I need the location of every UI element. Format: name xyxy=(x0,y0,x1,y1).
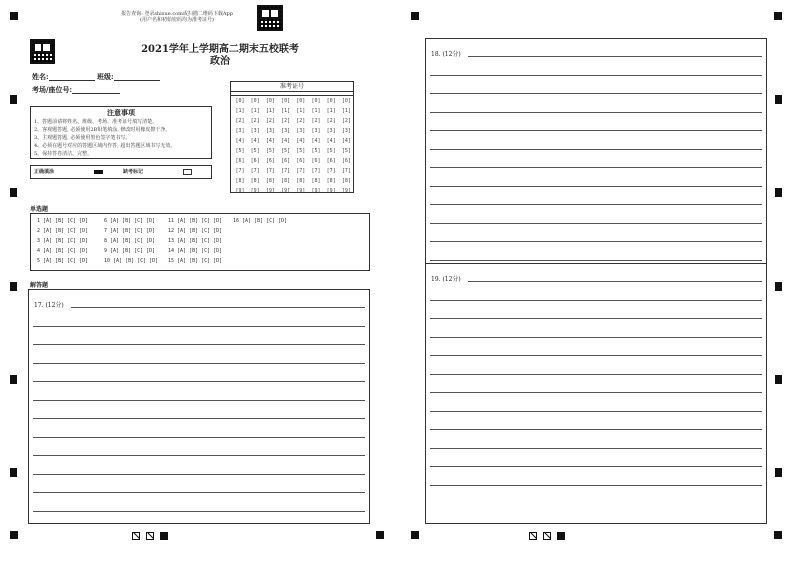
exam-id-digit-option[interactable]: [5] xyxy=(326,148,336,154)
page-code-square-filled xyxy=(160,532,168,540)
exam-id-digit-option[interactable]: [9] xyxy=(250,188,260,194)
exam-id-digit-option[interactable]: [1] xyxy=(296,108,306,114)
exam-id-digit-option[interactable]: [7] xyxy=(265,168,275,174)
notice-box xyxy=(30,106,212,159)
exam-id-digit-option[interactable]: [2] xyxy=(235,118,245,124)
writing-line[interactable] xyxy=(33,418,365,419)
writing-line[interactable] xyxy=(33,363,365,364)
exam-id-digit-option[interactable]: [2] xyxy=(311,118,321,124)
exam-id-digit-option[interactable]: [4] xyxy=(265,138,275,144)
app-qr-code xyxy=(257,5,283,31)
exam-id-digit-option[interactable]: [7] xyxy=(250,168,260,174)
writing-line[interactable] xyxy=(33,455,365,456)
q19-label: 19. (12分) xyxy=(431,276,461,283)
writing-line[interactable] xyxy=(430,392,762,393)
writing-line[interactable] xyxy=(430,130,762,131)
writing-line[interactable] xyxy=(430,337,762,338)
exam-id-digit-option[interactable]: [8] xyxy=(235,178,245,184)
exam-id-digit-option[interactable]: [7] xyxy=(326,168,336,174)
timing-mark xyxy=(10,531,18,539)
exam-id-digit-option[interactable]: [6] xyxy=(250,158,260,164)
choice-question-options[interactable]: 5 [A] [B] [C] [D] xyxy=(37,258,89,264)
subject-title: 政治 xyxy=(210,56,230,67)
writing-line[interactable] xyxy=(430,186,762,187)
exam-id-digit-option[interactable]: [8] xyxy=(296,178,306,184)
page-code-square xyxy=(132,532,140,540)
exam-id-digit-option[interactable]: [1] xyxy=(265,108,275,114)
exam-id-digit-option[interactable]: [2] xyxy=(326,118,336,124)
exam-id-digit-option[interactable]: [3] xyxy=(341,128,351,134)
writing-line[interactable] xyxy=(430,411,762,412)
writing-line[interactable] xyxy=(71,307,365,308)
exam-id-digit-option[interactable]: [4] xyxy=(326,138,336,144)
exam-id-column[interactable] xyxy=(279,96,293,196)
correct-fill-sample xyxy=(94,170,103,174)
writing-line[interactable] xyxy=(430,223,762,224)
writing-line[interactable] xyxy=(430,448,762,449)
exam-id-digit-option[interactable]: [7] xyxy=(281,168,291,174)
writing-line[interactable] xyxy=(33,400,365,401)
writing-line[interactable] xyxy=(468,56,762,57)
exam-id-digit-option[interactable]: [1] xyxy=(281,108,291,114)
exam-id-digit-option[interactable]: [3] xyxy=(296,128,306,134)
exam-id-digit-option[interactable]: [6] xyxy=(265,158,275,164)
notice-title: 注意事项 xyxy=(107,108,135,117)
writing-line[interactable] xyxy=(33,326,365,327)
exam-id-digit-option[interactable]: [5] xyxy=(250,148,260,154)
seat-field[interactable]: 考场/座位号: xyxy=(32,86,120,94)
exam-id-digit-option[interactable]: [3] xyxy=(311,128,321,134)
choice-question-options[interactable]: 11 [A] [B] [C] [D] xyxy=(168,218,223,224)
q18-answer-box[interactable] xyxy=(425,38,767,264)
timing-mark xyxy=(774,12,782,20)
writing-line[interactable] xyxy=(430,300,762,301)
exam-id-digit-option[interactable]: [4] xyxy=(341,138,351,144)
exam-id-digit-option[interactable]: [1] xyxy=(250,108,260,114)
writing-line[interactable] xyxy=(430,318,762,319)
timing-mark xyxy=(10,12,18,20)
exam-id-digit-option[interactable]: [5] xyxy=(281,148,291,154)
timing-mark xyxy=(10,375,17,384)
choice-question-options[interactable]: 14 [A] [B] [C] [D] xyxy=(168,248,223,254)
writing-line[interactable] xyxy=(33,474,365,475)
writing-line[interactable] xyxy=(468,281,762,282)
exam-id-digit-option[interactable]: [8] xyxy=(341,178,351,184)
exam-id-digit-option[interactable]: [6] xyxy=(235,158,245,164)
exam-id-digit-option[interactable]: [1] xyxy=(311,108,321,114)
exam-id-digit-option[interactable]: [3] xyxy=(250,128,260,134)
exam-id-digit-option[interactable]: [3] xyxy=(281,128,291,134)
q17-answer-box[interactable] xyxy=(28,289,370,524)
answer-section-title: 解答题 xyxy=(30,282,49,289)
exam-id-digit-option[interactable]: [1] xyxy=(235,108,245,114)
exam-id-digit-option[interactable]: [4] xyxy=(250,138,260,144)
exam-id-column[interactable] xyxy=(233,96,247,196)
writing-line[interactable] xyxy=(430,466,762,467)
exam-id-digit-option[interactable]: [2] xyxy=(281,118,291,124)
exam-id-digit-option[interactable]: [7] xyxy=(296,168,306,174)
page-title: 2021学年上学期高二期末五校联考 xyxy=(141,44,299,55)
writing-line[interactable] xyxy=(33,381,365,382)
exam-id-digit-option[interactable]: [6] xyxy=(311,158,321,164)
exam-id-digit-option[interactable]: [2] xyxy=(296,118,306,124)
notice-list: 1、答题前请将姓名、班级、考场、准考证号填写清楚。 2、客观题答题, 必须使用2B铅笔填涂, 修改时用橡皮擦干净。 3、主观题答题, 必须使用黑色签字笔书写。 4、必须在题号对应的答题区域内作答, 超出答题区域书写无效。 5、保持答卷清洁、完整。 xyxy=(34,119,176,157)
exam-id-digit-option[interactable]: [2] xyxy=(250,118,260,124)
choice-question-options[interactable]: 16 [A] [B] [C] [D] xyxy=(233,218,288,224)
writing-line[interactable] xyxy=(430,149,762,150)
choice-question-options[interactable]: 3 [A] [B] [C] [D] xyxy=(37,238,89,244)
page-code-square xyxy=(146,532,154,540)
writing-line[interactable] xyxy=(33,344,365,345)
timing-mark xyxy=(775,375,782,384)
exam-id-digit-option[interactable]: [8] xyxy=(326,178,336,184)
exam-id-column[interactable] xyxy=(294,96,308,196)
sheet-qr-code xyxy=(30,39,55,64)
exam-id-digit-option[interactable]: [2] xyxy=(341,118,351,124)
exam-id-digit-option[interactable]: [1] xyxy=(326,108,336,114)
writing-line[interactable] xyxy=(430,355,762,356)
timing-mark xyxy=(411,531,419,539)
exam-id-digit-option[interactable]: [7] xyxy=(311,168,321,174)
exam-id-digit-option[interactable]: [6] xyxy=(281,158,291,164)
timing-mark xyxy=(775,188,782,197)
exam-id-digit-option[interactable]: [7] xyxy=(235,168,245,174)
writing-line[interactable] xyxy=(430,204,762,205)
exam-id-digit-option[interactable]: [5] xyxy=(341,148,351,154)
timing-mark xyxy=(411,12,419,20)
exam-id-digit-option[interactable]: [5] xyxy=(235,148,245,154)
writing-line[interactable] xyxy=(430,112,762,113)
writing-line[interactable] xyxy=(430,93,762,94)
exam-id-digit-option[interactable]: [3] xyxy=(326,128,336,134)
choice-question-options[interactable]: 2 [A] [B] [C] [D] xyxy=(37,228,89,234)
timing-mark xyxy=(10,188,17,197)
choice-question-options[interactable]: 13 [A] [B] [C] [D] xyxy=(168,238,223,244)
exam-id-digit-option[interactable]: [8] xyxy=(265,178,275,184)
exam-id-digit-option[interactable]: [3] xyxy=(235,128,245,134)
choice-question-options[interactable]: 4 [A] [B] [C] [D] xyxy=(37,248,89,254)
writing-line[interactable] xyxy=(430,241,762,242)
exam-id-digit-option[interactable]: [9] xyxy=(235,188,245,194)
exam-id-digit-option[interactable]: [5] xyxy=(311,148,321,154)
single-choice-box[interactable] xyxy=(30,213,370,271)
exam-id-digit-option[interactable]: [4] xyxy=(296,138,306,144)
exam-id-digit-option[interactable]: [0] xyxy=(235,98,245,104)
missing-exam-checkbox[interactable] xyxy=(183,169,192,175)
choice-question-options[interactable]: 6 [A] [B] [C] [D] xyxy=(104,218,156,224)
choice-question-options[interactable]: 12 [A] [B] [C] [D] xyxy=(168,228,223,234)
choice-question-options[interactable]: 1 [A] [B] [C] [D] xyxy=(37,218,89,224)
page-code-square xyxy=(543,532,551,540)
exam-id-title: 准考证号 xyxy=(231,82,353,92)
choice-question-options[interactable]: 9 [A] [B] [C] [D] xyxy=(104,248,156,254)
exam-id-digit-option[interactable]: [9] xyxy=(311,188,321,194)
page-code-square-filled xyxy=(557,532,565,540)
page-code-square xyxy=(529,532,537,540)
exam-id-digit-option[interactable]: [4] xyxy=(235,138,245,144)
timing-mark xyxy=(10,282,17,291)
exam-id-digit-option[interactable]: [0] xyxy=(341,98,351,104)
writing-line[interactable] xyxy=(430,260,762,261)
choice-question-options[interactable]: 7 [A] [B] [C] [D] xyxy=(104,228,156,234)
choice-question-options[interactable]: 10 [A] [B] [C] [D] xyxy=(104,258,159,264)
writing-line[interactable] xyxy=(33,437,365,438)
exam-id-digit-option[interactable]: [2] xyxy=(265,118,275,124)
exam-id-digit-option[interactable]: [6] xyxy=(341,158,351,164)
exam-id-column[interactable] xyxy=(339,96,353,196)
choice-question-options[interactable]: 15 [A] [B] [C] [D] xyxy=(168,258,223,264)
timing-mark xyxy=(10,468,17,477)
exam-id-column[interactable] xyxy=(248,96,262,196)
timing-mark xyxy=(775,95,782,104)
single-choice-title: 单选题 xyxy=(30,206,49,213)
q17-label: 17. (12分) xyxy=(34,302,64,309)
exam-id-digit-option[interactable]: [5] xyxy=(296,148,306,154)
exam-id-digit-option[interactable]: [9] xyxy=(281,188,291,194)
writing-line[interactable] xyxy=(430,485,762,486)
exam-id-column[interactable] xyxy=(309,96,323,196)
exam-id-digit-option[interactable]: [0] xyxy=(296,98,306,104)
writing-line[interactable] xyxy=(430,374,762,375)
writing-line[interactable] xyxy=(430,429,762,430)
writing-line[interactable] xyxy=(33,492,365,493)
exam-id-column[interactable] xyxy=(263,96,277,196)
exam-id-digit-option[interactable]: [7] xyxy=(341,168,351,174)
exam-id-grid xyxy=(230,81,354,193)
name-field[interactable]: 姓名: 班级: xyxy=(32,73,160,81)
exam-id-digit-option[interactable]: [9] xyxy=(341,188,351,194)
timing-mark xyxy=(775,468,782,477)
exam-id-digit-option[interactable]: [0] xyxy=(265,98,275,104)
exam-id-digit-option[interactable]: [6] xyxy=(326,158,336,164)
exam-id-digit-option[interactable]: [0] xyxy=(311,98,321,104)
exam-id-digit-option[interactable]: [6] xyxy=(296,158,306,164)
q19-answer-box[interactable] xyxy=(425,263,767,524)
exam-id-digit-option[interactable]: [0] xyxy=(250,98,260,104)
exam-id-digit-option[interactable]: [9] xyxy=(265,188,275,194)
exam-id-digit-option[interactable]: [8] xyxy=(281,178,291,184)
exam-id-digit-option[interactable]: [4] xyxy=(281,138,291,144)
timing-mark xyxy=(10,95,17,104)
exam-id-digit-option[interactable]: [9] xyxy=(296,188,306,194)
writing-line[interactable] xyxy=(430,167,762,168)
exam-id-digit-option[interactable]: [9] xyxy=(326,188,336,194)
exam-id-digit-option[interactable]: [0] xyxy=(281,98,291,104)
timing-mark xyxy=(774,531,782,539)
exam-id-digit-option[interactable]: [4] xyxy=(311,138,321,144)
fill-example-box: 正确填涂 缺考标记 xyxy=(30,165,212,179)
timing-mark xyxy=(376,531,384,539)
report-notice: 报告查询: 登录shixue.com或扫描二维码下载App (用户名和初始密码均为准考证号) xyxy=(121,11,233,23)
writing-line[interactable] xyxy=(33,511,365,512)
exam-id-digit-option[interactable]: [3] xyxy=(265,128,275,134)
exam-id-digit-option[interactable]: [8] xyxy=(250,178,260,184)
exam-id-digit-option[interactable]: [1] xyxy=(341,108,351,114)
q18-label: 18. (12分) xyxy=(431,51,461,58)
writing-line[interactable] xyxy=(430,75,762,76)
choice-question-options[interactable]: 8 [A] [B] [C] [D] xyxy=(104,238,156,244)
exam-id-column[interactable] xyxy=(324,96,338,196)
exam-id-digit-option[interactable]: [8] xyxy=(311,178,321,184)
exam-id-digit-option[interactable]: [5] xyxy=(265,148,275,154)
exam-id-digit-option[interactable]: [0] xyxy=(326,98,336,104)
timing-mark xyxy=(775,282,782,291)
